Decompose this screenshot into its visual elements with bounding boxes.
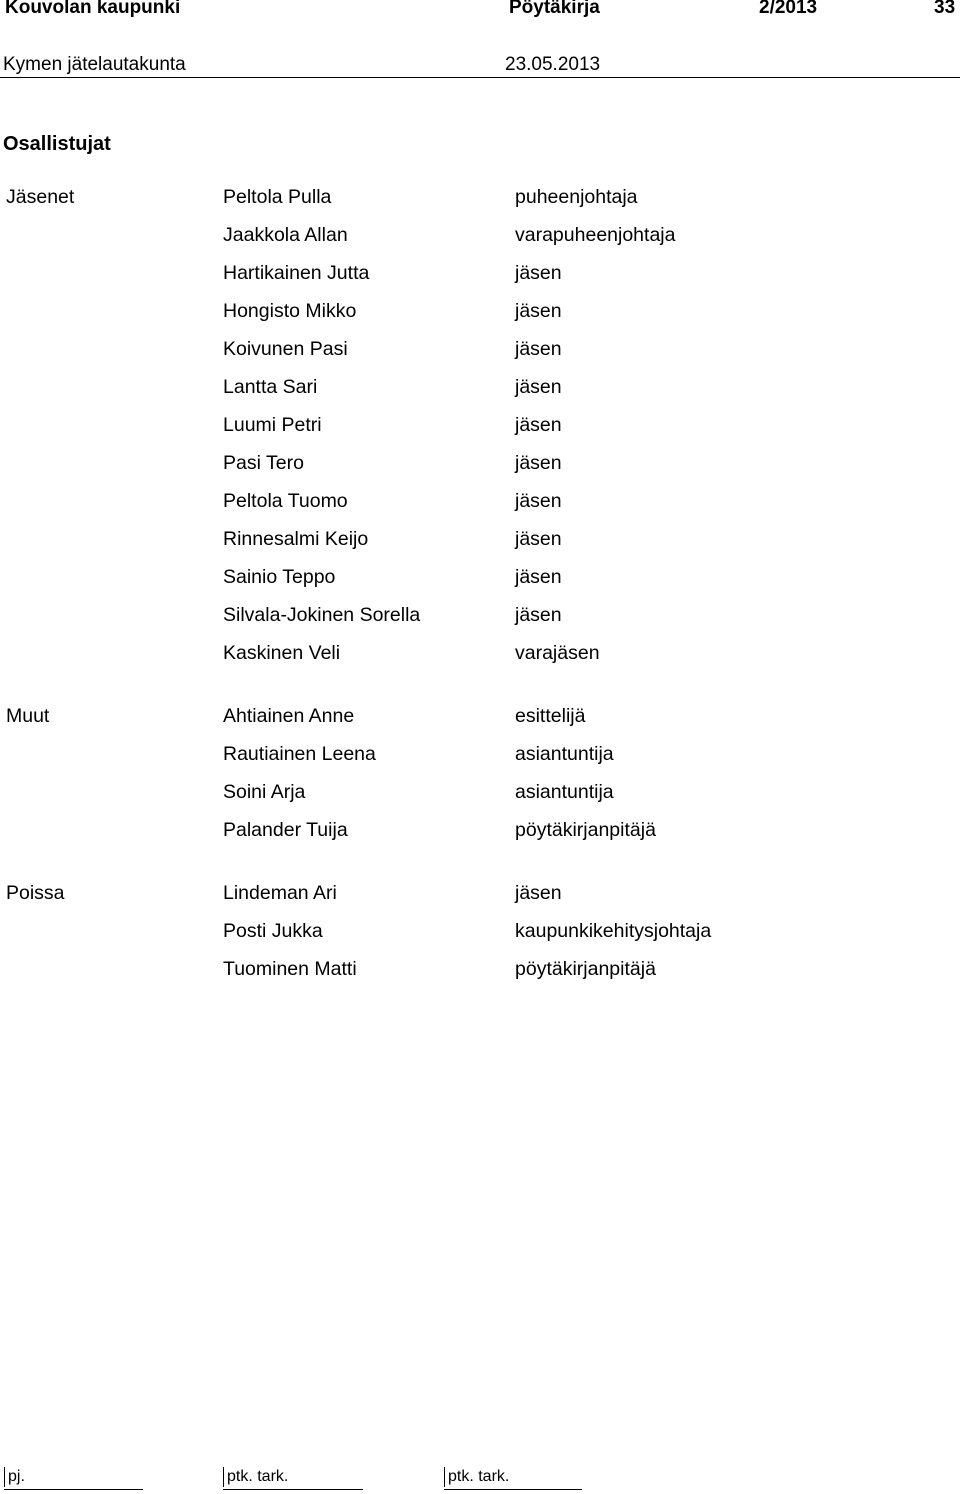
table-row: [0, 300, 960, 338]
participant-role: esittelijä: [515, 705, 586, 727]
document-type: Pöytäkirja: [509, 0, 600, 18]
participant-role: jäsen: [515, 566, 562, 588]
signature-line-checker-1: [223, 1465, 363, 1490]
participant-name: Peltola Pulla: [223, 186, 332, 208]
participant-role: jäsen: [515, 528, 562, 550]
participant-role: pöytäkirjanpitäjä: [515, 958, 656, 980]
participant-name: Rautiainen Leena: [223, 743, 376, 765]
participant-role: asiantuntija: [515, 781, 614, 803]
table-row: [0, 781, 960, 819]
table-row: [0, 376, 960, 414]
participant-name: Soini Arja: [223, 781, 306, 803]
participant-name: Koivunen Pasi: [223, 338, 348, 360]
table-row: [0, 414, 960, 452]
participant-role: jäsen: [515, 414, 562, 436]
participant-name: Silvala-Jokinen Sorella: [223, 604, 421, 626]
table-row: [0, 882, 960, 920]
participant-name: Lindeman Ari: [223, 882, 337, 904]
participant-name: Ahtiainen Anne: [223, 705, 355, 727]
participant-name: Rinnesalmi Keijo: [223, 528, 369, 550]
table-row: [0, 528, 960, 566]
signature-line-chair: [4, 1465, 143, 1490]
signature-label: pj.: [8, 1468, 25, 1485]
table-row: [0, 566, 960, 604]
participant-name: Sainio Teppo: [223, 566, 336, 588]
participant-name: Lantta Sari: [223, 376, 318, 398]
signature-divider: [444, 1467, 445, 1487]
participant-name: Hongisto Mikko: [223, 300, 357, 322]
document-number: 2/2013: [759, 0, 818, 18]
signature-label: ptk. tark.: [227, 1468, 289, 1485]
table-row: [0, 262, 960, 300]
participant-name: Kaskinen Veli: [223, 642, 341, 664]
participant-role: puheenjohtaja: [515, 186, 638, 208]
participant-name: Pasi Tero: [223, 452, 304, 474]
signature-line-checker-2: [444, 1465, 582, 1490]
participant-name: Peltola Tuomo: [223, 490, 348, 512]
participant-name: Luumi Petri: [223, 414, 322, 436]
participant-role: kaupunkikehitysjohtaja: [515, 920, 712, 942]
group-label: Jäsenet: [6, 186, 75, 208]
table-row: [0, 705, 960, 743]
signature-divider: [4, 1467, 5, 1487]
table-row: [0, 490, 960, 528]
participant-name: Posti Jukka: [223, 920, 323, 942]
participant-role: jäsen: [515, 300, 562, 322]
participant-name: Jaakkola Allan: [223, 224, 348, 246]
committee-name: Kymen jätelautakunta: [3, 54, 186, 75]
table-row: [0, 186, 960, 224]
table-row: [0, 452, 960, 490]
participant-role: jäsen: [515, 262, 562, 284]
table-row: [0, 920, 960, 958]
header-rule: [0, 77, 960, 78]
table-row: [0, 224, 960, 262]
participant-role: varajäsen: [515, 642, 600, 664]
participant-name: Palander Tuija: [223, 819, 348, 841]
participant-role: pöytäkirjanpitäjä: [515, 819, 656, 841]
table-row: [0, 642, 960, 680]
participant-name: Tuominen Matti: [223, 958, 357, 980]
meeting-date: 23.05.2013: [505, 54, 601, 75]
table-row: [0, 958, 960, 996]
participant-name: Hartikainen Jutta: [223, 262, 370, 284]
participant-role: jäsen: [515, 490, 562, 512]
participant-role: jäsen: [515, 338, 562, 360]
table-row: [0, 338, 960, 376]
signature-divider: [223, 1467, 224, 1487]
page-number: 33: [934, 0, 956, 18]
group-label: Muut: [6, 705, 50, 727]
table-row: [0, 743, 960, 781]
participant-role: jäsen: [515, 882, 562, 904]
group-label: Poissa: [6, 882, 65, 904]
participant-role: varapuheenjohtaja: [515, 224, 676, 246]
table-row: [0, 819, 960, 857]
participant-role: jäsen: [515, 452, 562, 474]
participant-role: asiantuntija: [515, 743, 614, 765]
participant-role: jäsen: [515, 376, 562, 398]
table-row: [0, 604, 960, 642]
participant-role: jäsen: [515, 604, 562, 626]
section-title: Osallistujat: [3, 133, 111, 155]
city-name: Kouvolan kaupunki: [5, 0, 181, 18]
signature-label: ptk. tark.: [448, 1468, 510, 1485]
